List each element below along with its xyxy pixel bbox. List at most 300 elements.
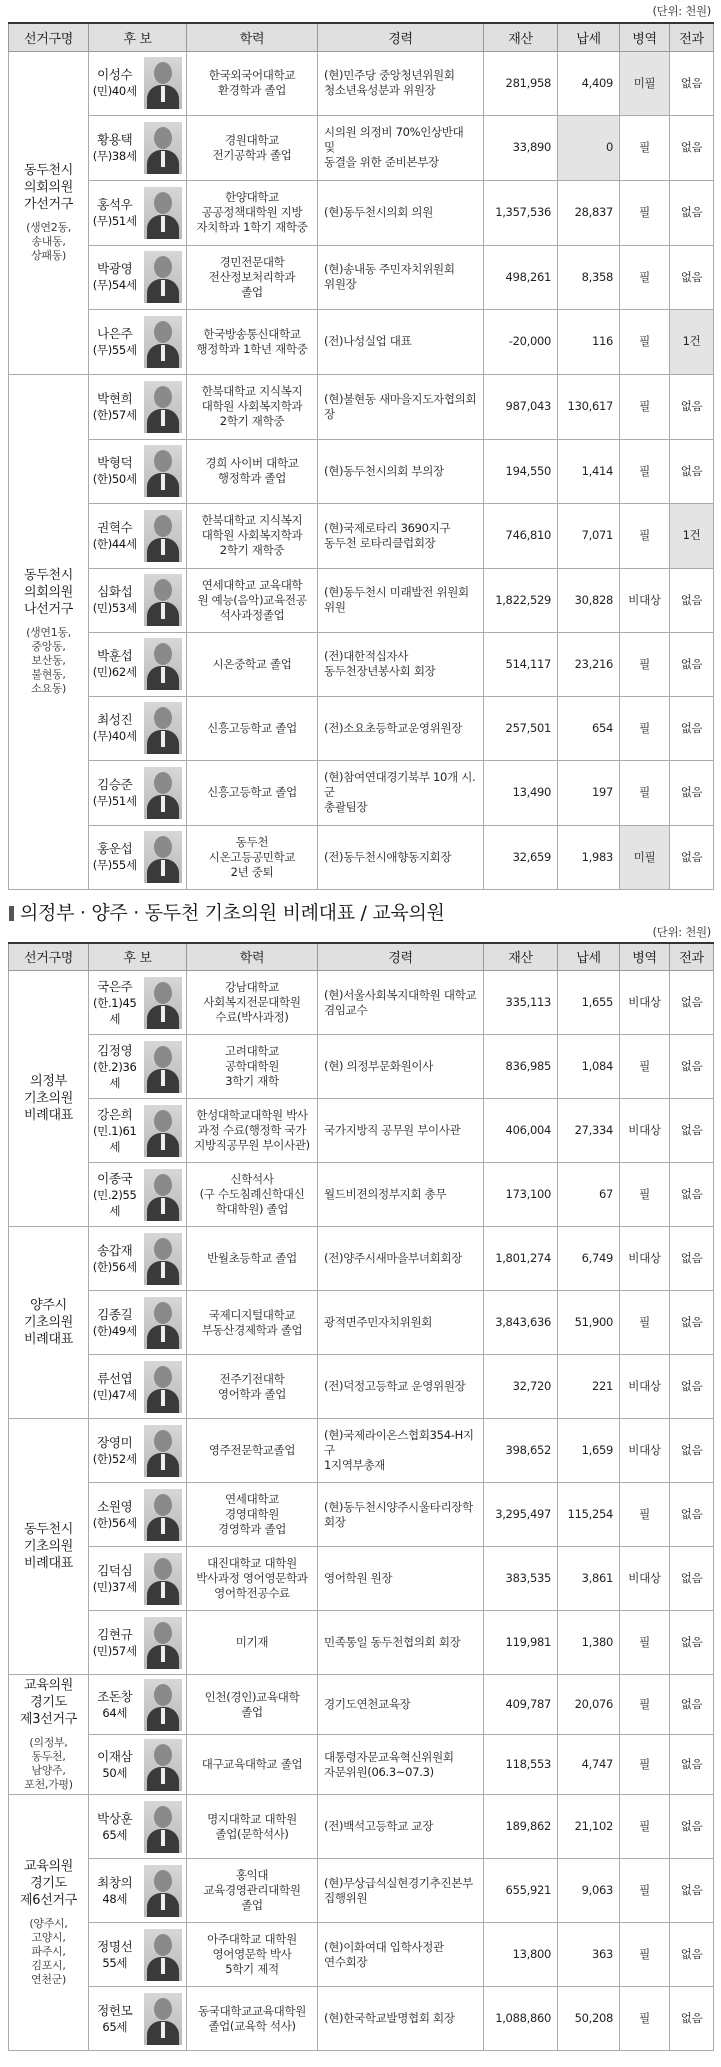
candidate-name: 강은희 (민.1)61세 (89, 1099, 141, 1163)
career-cell: (현)동두천시양주시울타리장학회장 (318, 1483, 484, 1547)
table-row (9, 760, 714, 825)
table-row (9, 115, 714, 180)
candidate-age: 50세 (102, 1765, 128, 1780)
tax-cell: 115,254 (558, 1483, 620, 1547)
asset-cell: 383,535 (484, 1547, 558, 1611)
criminal-record-cell: 없음 (670, 180, 714, 245)
candidate-photo-cell (141, 1859, 187, 1923)
table-row (9, 1099, 714, 1163)
candidate-photo-icon (144, 1617, 182, 1669)
military-cell: 필 (620, 1859, 670, 1923)
candidate-photo-icon (144, 122, 182, 174)
asset-cell: 173,100 (484, 1163, 558, 1227)
career-cell: (전)나성실업 대표 (318, 309, 484, 374)
header-cell: 납세 (558, 23, 620, 51)
photo-head-shape (154, 643, 172, 665)
education-cell: 한북대학교 지식복지 대학원 사회복지학과 2학기 재학중 (187, 374, 318, 439)
table-row (9, 1987, 714, 2051)
candidate-photo-icon (144, 381, 182, 433)
photo-head-shape (154, 386, 172, 408)
military-cell: 필 (620, 1735, 670, 1795)
table-row (9, 1795, 714, 1859)
military-cell: 필 (620, 180, 670, 245)
tax-cell: 30,828 (558, 568, 620, 632)
table-row (9, 632, 714, 696)
military-cell: 필 (620, 1291, 670, 1355)
education-cell: 영주전문학교졸업 (187, 1419, 318, 1483)
district-areas: (생연2동, 송내동, 상패동) (26, 221, 71, 262)
table-row (9, 1355, 714, 1419)
photo-head-shape (154, 1558, 172, 1580)
table-row (9, 1735, 714, 1795)
asset-cell: 409,787 (484, 1675, 558, 1735)
table-row (9, 1419, 714, 1483)
candidate-photo-icon (144, 1865, 182, 1917)
candidate-photo-cell (141, 503, 187, 568)
candidate-age: (무)38세 (92, 148, 137, 163)
education-cell: 동국대학교교육대학원 졸업(교육학 석사) (187, 1987, 318, 2051)
tax-cell: 1,659 (558, 1419, 620, 1483)
photo-head-shape (154, 1806, 172, 1828)
criminal-record-cell: 없음 (670, 632, 714, 696)
tax-cell: 9,063 (558, 1859, 620, 1923)
criminal-record-cell: 없음 (670, 439, 714, 503)
candidate-photo-icon (144, 1801, 182, 1853)
candidate-name: 심화섭 (민)53세 (89, 568, 141, 632)
candidate-age: 64세 (102, 1705, 128, 1720)
career-cell: (현)동두천시 미래발전 위원회 위원 (318, 568, 484, 632)
table-row (9, 1611, 714, 1675)
career-cell: 민족통일 동두천협의회 회장 (318, 1611, 484, 1675)
asset-cell: 1,088,860 (484, 1987, 558, 2051)
asset-cell: 257,501 (484, 696, 558, 760)
asset-cell: 406,004 (484, 1099, 558, 1163)
candidate-name: 이재삼 50세 (89, 1735, 141, 1795)
district-cell: 동두천시 의회의원 가선거구 (생연2동, 송내동, 상패동) (9, 51, 89, 374)
asset-cell: 119,981 (484, 1611, 558, 1675)
asset-cell: 33,890 (484, 115, 558, 180)
tax-cell: 51,900 (558, 1291, 620, 1355)
header-cell: 후 보 (89, 23, 187, 51)
candidate-photo-icon (144, 1553, 182, 1605)
candidate-photo-cell (141, 1923, 187, 1987)
table-row (9, 503, 714, 568)
candidate-age: 65세 (102, 2019, 128, 2034)
table-row (9, 1483, 714, 1547)
photo-shirt-shape (161, 1262, 165, 1278)
education-cell: 아주대학교 대학원 영어영문학 박사 5학기 제적 (187, 1923, 318, 1987)
candidate-photo-cell (141, 245, 187, 309)
table-row (9, 825, 714, 889)
photo-shirt-shape (161, 603, 165, 619)
unit-label-mid: (단위: 천원) (652, 924, 711, 939)
photo-head-shape (154, 1174, 172, 1196)
candidate-name: 소원영 (한)56세 (89, 1483, 141, 1547)
candidate-age: (민)40세 (92, 84, 137, 98)
candidate-photo-cell (141, 760, 187, 825)
photo-head-shape (154, 1430, 172, 1452)
table-1-header-row (9, 23, 714, 51)
photo-shirt-shape (161, 796, 165, 812)
career-cell: (현)참여연대경기북부 10개 시.군 총괄팀장 (318, 760, 484, 825)
military-cell: 비대상 (620, 971, 670, 1035)
education-cell: 경민전문대학 전산정보처리학과 졸업 (187, 245, 318, 309)
tax-cell: 197 (558, 760, 620, 825)
tax-cell: 3,861 (558, 1547, 620, 1611)
candidate-name: 이성수 (민)40세 (89, 51, 141, 115)
career-cell: (현)민주당 중앙청년위원회 청소년육성분과 위원장 (318, 51, 484, 115)
photo-shirt-shape (161, 1326, 165, 1342)
photo-head-shape (154, 707, 172, 729)
education-cell: 한성대학교대학원 박사 과정 수료(행정학 국가 지방직공무원 부이사관) (187, 1099, 318, 1163)
section-title: 의정부 · 양주 · 동두천 기초의원 비례대표 / 교육의원 (8, 898, 713, 928)
candidate-name: 김종길 (한)49세 (89, 1291, 141, 1355)
candidate-photo-cell (141, 1611, 187, 1675)
tax-cell: 1,380 (558, 1611, 620, 1675)
career-cell: (현)국제로타리 3690지구 동두천 로타리클럽회장 (318, 503, 484, 568)
candidate-name: 송갑재 (한)56세 (89, 1227, 141, 1291)
candidate-name: 정명선 55세 (89, 1923, 141, 1987)
photo-head-shape (154, 321, 172, 343)
criminal-record-cell: 없음 (670, 245, 714, 309)
photo-head-shape (154, 127, 172, 149)
career-cell: 영어학원 원장 (318, 1547, 484, 1611)
photo-head-shape (154, 1622, 172, 1644)
tax-cell: 7,071 (558, 503, 620, 568)
candidate-photo-cell (141, 1987, 187, 2051)
candidate-photo-icon (144, 187, 182, 239)
table-row (9, 245, 714, 309)
education-cell: 경원대학교 전기공학과 졸업 (187, 115, 318, 180)
criminal-record-cell: 없음 (670, 1923, 714, 1987)
photo-shirt-shape (161, 539, 165, 555)
criminal-record-cell: 없음 (670, 1859, 714, 1923)
district-cell: 교육의원 경기도 제6선거구 (양주시, 고양시, 파주시, 김포시, 연천군) (9, 1795, 89, 2051)
photo-shirt-shape (161, 1582, 165, 1598)
candidate-photo-icon (144, 445, 182, 497)
header-cell: 병역 (620, 23, 670, 51)
career-cell: 경기도연천교육장 (318, 1675, 484, 1735)
tax-cell: 67 (558, 1163, 620, 1227)
military-cell: 비대상 (620, 1355, 670, 1419)
asset-cell: 836,985 (484, 1035, 558, 1099)
asset-cell: 1,822,529 (484, 568, 558, 632)
education-cell: 전주기전대학 영어학과 졸업 (187, 1355, 318, 1419)
header-cell: 학력 (187, 943, 318, 971)
criminal-record-cell: 없음 (670, 696, 714, 760)
military-cell: 필 (620, 1675, 670, 1735)
photo-shirt-shape (161, 345, 165, 361)
table-row (9, 1547, 714, 1611)
header-cell: 경력 (318, 23, 484, 51)
military-cell: 필 (620, 696, 670, 760)
candidate-age: (한)44세 (92, 536, 137, 551)
candidate-photo-icon (144, 1361, 182, 1413)
photo-head-shape (154, 1046, 172, 1068)
asset-cell: -20,000 (484, 309, 558, 374)
photo-shirt-shape (161, 1454, 165, 1470)
criminal-record-cell: 없음 (670, 760, 714, 825)
tax-cell: 1,414 (558, 439, 620, 503)
table-row (9, 374, 714, 439)
career-cell: (전)덕정고등학교 운영위원장 (318, 1355, 484, 1419)
candidate-age: (한)49세 (92, 1323, 137, 1338)
candidate-name: 나은주 (무)55세 (89, 309, 141, 374)
education-cell: 시온중학교 졸업 (187, 632, 318, 696)
candidate-name: 김승준 (무)51세 (89, 760, 141, 825)
education-cell: 연세대학교 교육대학 원 예능(음악)교육전공 석사과정졸업 (187, 568, 318, 632)
candidate-name: 권혁수 (한)44세 (89, 503, 141, 568)
photo-head-shape (154, 450, 172, 472)
military-cell: 필 (620, 760, 670, 825)
photo-shirt-shape (161, 1708, 165, 1724)
candidate-age: (무)51세 (92, 213, 137, 228)
military-cell: 비대상 (620, 1419, 670, 1483)
candidate-photo-cell (141, 568, 187, 632)
tax-cell: 21,102 (558, 1795, 620, 1859)
military-cell: 미필 (620, 825, 670, 889)
asset-cell: 13,490 (484, 760, 558, 825)
photo-shirt-shape (161, 151, 165, 167)
unit-label-top: (단위: 천원) (652, 4, 711, 18)
photo-head-shape (154, 1302, 172, 1324)
table-2-header-row (9, 943, 714, 971)
photo-head-shape (154, 1870, 172, 1892)
asset-cell: 32,720 (484, 1355, 558, 1419)
photo-shirt-shape (161, 860, 165, 876)
career-cell: (현)불현동 새마을지도자협의회장 (318, 374, 484, 439)
candidate-age: (한.1)45 세 (92, 995, 137, 1026)
education-cell: 국제디지털대학교 부동산경제학과 졸업 (187, 1291, 318, 1355)
candidate-photo-cell (141, 1099, 187, 1163)
candidate-name: 장영미 (한)52세 (89, 1419, 141, 1483)
table-row (9, 439, 714, 503)
asset-cell: 1,357,536 (484, 180, 558, 245)
candidate-photo-icon (144, 1233, 182, 1285)
military-cell: 필 (620, 1035, 670, 1099)
tax-cell: 4,747 (558, 1735, 620, 1795)
table-row (9, 696, 714, 760)
criminal-record-cell: 1건 (670, 309, 714, 374)
candidate-photo-cell (141, 1795, 187, 1859)
military-cell: 필 (620, 374, 670, 439)
candidate-photo-icon (144, 1041, 182, 1093)
candidate-photo-icon (144, 1739, 182, 1791)
candidate-name: 홍운섭 (무)55세 (89, 825, 141, 889)
asset-cell: 194,550 (484, 439, 558, 503)
candidate-age: (민.2)55 세 (92, 1187, 137, 1218)
candidate-age: (무)55세 (92, 342, 137, 357)
career-cell: 광적면주민자치위원회 (318, 1291, 484, 1355)
candidate-photo-icon (144, 1993, 182, 2045)
candidate-photo-icon (144, 831, 182, 883)
criminal-record-cell: 1건 (670, 503, 714, 568)
photo-shirt-shape (161, 1894, 165, 1910)
photo-shirt-shape (161, 667, 165, 683)
military-cell: 필 (620, 1163, 670, 1227)
tax-cell: 116 (558, 309, 620, 374)
tax-cell: 6,749 (558, 1227, 620, 1291)
candidate-photo-icon (144, 638, 182, 690)
education-cell: 신흥고등학교 졸업 (187, 760, 318, 825)
tax-cell: 20,076 (558, 1675, 620, 1735)
career-cell: 시의원 의정비 70%인상반대 및 동결을 위한 준비본부장 (318, 115, 484, 180)
criminal-record-cell: 없음 (670, 1611, 714, 1675)
photo-head-shape (154, 1998, 172, 2020)
photo-shirt-shape (161, 280, 165, 296)
tax-cell: 4,409 (558, 51, 620, 115)
candidate-photo-cell (141, 1355, 187, 1419)
candidate-photo-cell (141, 1163, 187, 1227)
candidate-photo-cell (141, 825, 187, 889)
candidate-photo-cell (141, 1419, 187, 1483)
photo-head-shape (154, 1110, 172, 1132)
district-cell: 동두천시 의회의원 나선거구 (생연1동, 중앙동, 보산동, 불현동, 소요동) (9, 374, 89, 889)
photo-shirt-shape (161, 1768, 165, 1784)
career-cell: (현)서울사회복지대학원 대학교 겸임교수 (318, 971, 484, 1035)
header-cell: 재산 (484, 943, 558, 971)
criminal-record-cell: 없음 (670, 115, 714, 180)
criminal-record-cell: 없음 (670, 1227, 714, 1291)
candidate-name: 박광영 (무)54세 (89, 245, 141, 309)
photo-shirt-shape (161, 1646, 165, 1662)
candidate-photo-cell (141, 439, 187, 503)
tax-cell: 50,208 (558, 1987, 620, 2051)
military-cell: 비대상 (620, 1547, 670, 1611)
photo-shirt-shape (161, 1134, 165, 1150)
candidate-photo-icon (144, 1297, 182, 1349)
tax-cell: 1,084 (558, 1035, 620, 1099)
candidate-name: 김현규 (민)57세 (89, 1611, 141, 1675)
tax-cell: 28,837 (558, 180, 620, 245)
photo-head-shape (154, 579, 172, 601)
education-cell: 인천(경인)교육대학 졸업 (187, 1675, 318, 1735)
military-cell: 필 (620, 1483, 670, 1547)
education-cell: 대구교육대학교 졸업 (187, 1735, 318, 1795)
tax-cell: 654 (558, 696, 620, 760)
tax-cell: 8,358 (558, 245, 620, 309)
criminal-record-cell: 없음 (670, 1675, 714, 1735)
education-cell: 명지대학교 대학원 졸업(문학석사) (187, 1795, 318, 1859)
candidate-age: (민)53세 (92, 601, 137, 615)
photo-shirt-shape (161, 1198, 165, 1214)
candidates-table-1 (8, 22, 714, 890)
candidate-photo-cell (141, 1227, 187, 1291)
career-cell: (현)무상급식실현경기추진본부 집행위원 (318, 1859, 484, 1923)
education-cell: 반월초등학교 졸업 (187, 1227, 318, 1291)
career-cell: (전)백석고등학교 교장 (318, 1795, 484, 1859)
photo-head-shape (154, 1366, 172, 1388)
asset-cell: 746,810 (484, 503, 558, 568)
career-cell: (전)대한적십자사 동두천장년봉사회 회장 (318, 632, 484, 696)
military-cell: 필 (620, 1795, 670, 1859)
education-cell: 경희 사이버 대학교 행정학과 졸업 (187, 439, 318, 503)
criminal-record-cell: 없음 (670, 971, 714, 1035)
candidate-photo-cell (141, 1547, 187, 1611)
career-cell: (현)국제라이온스협회354-H지구 1지역부총재 (318, 1419, 484, 1483)
education-cell: 한북대학교 지식복지 대학원 사회복지학과 2학기 재학중 (187, 503, 318, 568)
table-row (9, 1675, 714, 1735)
criminal-record-cell: 없음 (670, 1291, 714, 1355)
candidate-photo-cell (141, 180, 187, 245)
asset-cell: 655,921 (484, 1859, 558, 1923)
military-cell: 비대상 (620, 568, 670, 632)
district-cell: 양주시 기초의원 비례대표 (9, 1227, 89, 1419)
photo-shirt-shape (161, 2022, 165, 2038)
military-cell: 필 (620, 439, 670, 503)
education-cell: 고려대학교 공학대학원 3학기 재학 (187, 1035, 318, 1099)
candidate-photo-cell (141, 971, 187, 1035)
career-cell: (현)동두천시의회 부의장 (318, 439, 484, 503)
candidate-photo-cell (141, 51, 187, 115)
district-areas: (양주시, 고양시, 파주시, 김포시, 연천군) (29, 1917, 68, 1986)
asset-cell: 32,659 (484, 825, 558, 889)
tax-cell: 130,617 (558, 374, 620, 439)
candidate-age: (한)56세 (92, 1259, 137, 1274)
photo-head-shape (154, 1934, 172, 1956)
table-row (9, 1291, 714, 1355)
candidate-photo-cell (141, 115, 187, 180)
criminal-record-cell: 없음 (670, 1547, 714, 1611)
military-cell: 필 (620, 1611, 670, 1675)
photo-head-shape (154, 192, 172, 214)
tax-cell: 1,983 (558, 825, 620, 889)
candidate-age: 65세 (102, 1827, 128, 1842)
candidate-age: (한)52세 (92, 1451, 137, 1466)
career-cell: (현)한국학교발명협회 회장 (318, 1987, 484, 2051)
candidate-photo-icon (144, 1489, 182, 1541)
photo-head-shape (154, 1494, 172, 1516)
candidate-age: (민)62세 (92, 665, 137, 679)
candidate-age: (민)47세 (92, 1387, 137, 1402)
photo-shirt-shape (161, 1006, 165, 1022)
candidate-age: (무)51세 (92, 793, 137, 808)
candidate-photo-icon (144, 510, 182, 562)
photo-head-shape (154, 772, 172, 794)
candidate-name: 정헌모 65세 (89, 1987, 141, 2051)
candidate-name: 최성진 (무)40세 (89, 696, 141, 760)
photo-shirt-shape (161, 410, 165, 426)
asset-cell: 498,261 (484, 245, 558, 309)
header-cell: 전과 (670, 23, 714, 51)
photo-head-shape (154, 62, 172, 84)
table-row (9, 568, 714, 632)
candidate-photo-icon (144, 1169, 182, 1221)
photo-shirt-shape (161, 1830, 165, 1846)
photo-head-shape (154, 982, 172, 1004)
military-cell: 비대상 (620, 1227, 670, 1291)
header-cell: 후 보 (89, 943, 187, 971)
candidate-age: (민)37세 (92, 1579, 137, 1594)
candidate-photo-icon (144, 1105, 182, 1157)
photo-shirt-shape (161, 474, 165, 490)
district-cell: 교육의원 경기도 제3선거구 (의정부, 동두천, 남양주, 포천,가평) (9, 1675, 89, 1795)
candidate-photo-icon (144, 702, 182, 754)
table-row (9, 1859, 714, 1923)
header-cell: 납세 (558, 943, 620, 971)
education-cell: 신학석사 (구 수도침례신학대신 학대학원) 졸업 (187, 1163, 318, 1227)
photo-head-shape (154, 1238, 172, 1260)
career-cell: (현)이화여대 입학사정관 연수회장 (318, 1923, 484, 1987)
candidate-age: (무)54세 (92, 278, 137, 292)
header-cell: 전과 (670, 943, 714, 971)
candidate-photo-cell (141, 1291, 187, 1355)
education-cell: 한국외국어대학교 환경학과 졸업 (187, 51, 318, 115)
candidate-age: (한)56세 (92, 1515, 137, 1530)
header-cell: 병역 (620, 943, 670, 971)
photo-shirt-shape (161, 1390, 165, 1406)
education-cell: 동두천 시온고등공민학교 2년 중퇴 (187, 825, 318, 889)
